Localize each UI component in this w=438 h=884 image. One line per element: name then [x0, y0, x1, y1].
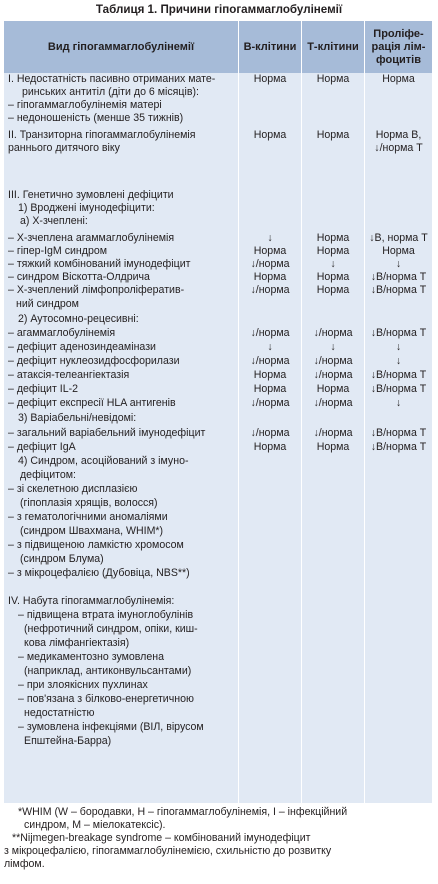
table-row	[4, 511, 432, 524]
table-row	[4, 397, 432, 410]
row-description: – гіпогаммаглобулінемія матері	[8, 99, 162, 111]
table-row	[4, 539, 432, 552]
row-description: 4) Синдром, асоційований з імуно-	[18, 455, 189, 467]
row-b-cells: Норма	[253, 271, 287, 283]
row-proliferation: ↓	[395, 397, 402, 409]
row-b-cells: Норма	[253, 369, 287, 381]
table-row	[4, 412, 432, 425]
row-description: (гіпоплазія хрящів, волосся)	[20, 497, 158, 509]
table-row	[4, 441, 432, 454]
table-row	[4, 595, 432, 608]
row-t-cells: Норма	[316, 271, 350, 283]
row-description: 2) Аутосомно-рецесивні:	[18, 313, 139, 325]
table-row	[4, 313, 432, 326]
row-description: II. Транзиторна гіпогаммаглобулінемія	[8, 129, 196, 141]
row-proliferation: ↓В/норма Т	[370, 327, 427, 339]
table-row	[4, 172, 432, 185]
row-t-cells: ↓/норма	[313, 355, 353, 367]
table-row	[4, 567, 432, 580]
row-description: – дефіцит нуклеозидфосфорилази	[8, 355, 180, 367]
table-row	[4, 469, 432, 482]
row-b-cells: ↓/норма	[250, 397, 290, 409]
table-row	[4, 189, 432, 202]
row-t-cells: Норма	[316, 232, 350, 244]
row-description: (синдром Блума)	[20, 553, 104, 565]
row-b-cells: Норма	[253, 73, 287, 85]
row-t-cells: ↓/норма	[313, 327, 353, 339]
row-description: – при злоякісних пухлинах	[18, 679, 148, 691]
row-b-cells: ↓	[267, 232, 273, 244]
row-description: – дефіцит експресії HLA антигенів	[8, 397, 176, 409]
row-proliferation: Норма В,	[375, 129, 422, 141]
row-b-cells: ↓/норма	[250, 327, 290, 339]
table-row	[4, 369, 432, 382]
row-description: I. Недостатність пасивно отриманих мате-	[8, 73, 216, 85]
row-b-cells: ↓	[267, 341, 273, 353]
row-description: 3) Варіабельні/невідомі:	[18, 412, 137, 424]
row-proliferation: ↓В/норма Т	[370, 271, 427, 283]
table-row	[4, 245, 432, 258]
row-t-cells: Норма	[316, 245, 350, 257]
row-description: – дефіцит IgA	[8, 441, 76, 453]
table-row	[4, 497, 432, 510]
row-description: – медикаментозно зумовлена	[18, 651, 164, 663]
row-proliferation: ↓В/норма Т	[370, 427, 427, 439]
row-proliferation: ↓В/норма Т	[370, 369, 427, 381]
header-t-cells: Т-клітини	[307, 40, 359, 53]
row-t-cells: Норма	[316, 73, 350, 85]
row-proliferation: ↓В, норма Т	[369, 232, 428, 244]
header-proliferation-line-1: Проліфе-	[373, 27, 424, 40]
table-row	[4, 355, 432, 368]
row-description: – недоношеність (менше 35 тижнів)	[8, 112, 184, 124]
header-proliferation-line-2: рація лім-	[371, 40, 426, 53]
table-row	[4, 271, 432, 284]
table-row	[4, 232, 432, 245]
row-b-cells: Норма	[253, 245, 287, 257]
footnote-line: з мікроцефалією, гіпогаммаглобулінемією, схильністю до розвитку	[4, 845, 332, 857]
table-row	[4, 142, 432, 155]
table-row	[4, 202, 432, 215]
causes-table	[4, 21, 432, 803]
table-row	[4, 258, 432, 271]
row-t-cells: Норма	[316, 383, 350, 395]
table-row	[4, 73, 432, 86]
table-row	[4, 581, 432, 594]
row-description: III. Генетично зумовлені дефіцити	[8, 189, 174, 201]
header-proliferation-line-3: фоцитів	[376, 53, 421, 66]
row-description: – підвищена втрата імуноглобулінів	[18, 609, 194, 621]
row-description: – пов'язана з білково-енергетичною	[18, 693, 194, 705]
row-t-cells: ↓/норма	[313, 427, 353, 439]
row-b-cells: Норма	[253, 383, 287, 395]
row-proliferation: ↓В/норма Т	[370, 441, 427, 453]
row-description: – зумовлена інфекціями (ВІЛ, вірусом	[18, 721, 204, 733]
row-t-cells: Норма	[316, 284, 350, 296]
row-description: ринських антитіл (діти до 6 місяців):	[22, 86, 199, 98]
table-row	[4, 86, 432, 99]
row-description: – дефіцит IL-2	[8, 383, 79, 395]
row-description: – з мікроцефалією (Дубовіца, NBS**)	[8, 567, 190, 579]
row-description: Епштейна-Барра)	[24, 735, 112, 747]
row-description: – Х-зчеплена агаммаглобулінемія	[8, 232, 175, 244]
table-row	[4, 99, 432, 112]
footnote-line: **Nijmegen-breakage syndrome – комбінований імунодефіцит	[12, 832, 311, 844]
table-header	[4, 21, 432, 73]
row-proliferation: Норма	[382, 73, 415, 85]
table-row	[4, 455, 432, 468]
table-row	[4, 159, 432, 172]
row-t-cells: ↓/норма	[313, 397, 353, 409]
row-t-cells: Норма	[316, 129, 350, 141]
row-description: – тяжкий комбінований імунодефіцит	[8, 258, 191, 270]
table-row	[4, 483, 432, 496]
row-description: – Х-зчеплений лімфопроліфератив-	[8, 284, 185, 296]
table-row	[4, 112, 432, 125]
table-row	[4, 327, 432, 340]
row-t-cells: ↓/норма	[313, 369, 353, 381]
row-proliferation: Норма	[382, 245, 415, 257]
row-b-cells: ↓/норма	[250, 427, 290, 439]
row-proliferation: ↓	[395, 258, 402, 270]
row-proliferation: ↓	[395, 341, 402, 353]
header-type: Вид гіпогаммаглобулінемії	[47, 40, 195, 53]
table-row	[4, 298, 432, 311]
table-row	[4, 284, 432, 297]
table-row	[4, 215, 432, 228]
table-row	[4, 651, 432, 664]
row-description: – зі скелетною дисплазією	[8, 483, 138, 495]
row-description: – гіпер-IgM синдром	[8, 245, 108, 257]
row-description: 1) Вроджені імунодефіцити:	[18, 202, 155, 214]
row-proliferation: ↓/норма Т	[374, 142, 423, 154]
footnote-line: *WHIM (W – бородавки, H – гіпогаммаглобулінемія, I – інфекційний	[18, 806, 348, 818]
table-row	[4, 693, 432, 706]
table-row	[4, 735, 432, 748]
row-b-cells: Норма	[253, 441, 287, 453]
table-row	[4, 707, 432, 720]
table-row	[4, 623, 432, 636]
table-row	[4, 129, 432, 142]
footnote-line: лімфом.	[4, 858, 45, 870]
table-row	[4, 383, 432, 396]
row-b-cells: ↓/норма	[250, 258, 290, 270]
footnote-line: синдром, M – міелокатексіс).	[24, 819, 166, 831]
row-description: – з підвищеною ламкістю хромосом	[8, 539, 184, 551]
row-t-cells: ↓	[330, 341, 336, 353]
row-description: – загальний варіабельний імунодефіцит	[8, 427, 206, 439]
row-b-cells: Норма	[253, 129, 287, 141]
row-description: кова лімфангіектазія)	[24, 637, 130, 649]
row-t-cells: Норма	[316, 441, 350, 453]
table-row	[4, 637, 432, 650]
row-description: (наприклад, антиконвульсантами)	[24, 665, 192, 677]
table-row	[4, 525, 432, 538]
table-title: Таблиця 1. Причини гіпогаммаглобулінемії	[95, 3, 343, 16]
row-t-cells: ↓	[330, 258, 336, 270]
row-description: – агаммаглобулінемія	[8, 327, 116, 339]
row-description: – синдром Віскотта-Олдрича	[8, 271, 150, 283]
header-proliferation	[365, 21, 432, 73]
row-description: – атаксія-телеангіектазія	[8, 369, 130, 381]
row-description: – дефіцит аденозиндеамінази	[8, 341, 156, 353]
row-description: раннього дитячого віку	[8, 142, 120, 154]
row-proliferation: ↓	[395, 355, 402, 367]
row-description: – з гематологічними аномаліями	[8, 511, 168, 523]
row-proliferation: ↓В/норма Т	[370, 284, 427, 296]
row-description: а) Х-зчеплені:	[20, 215, 88, 227]
row-proliferation: ↓В/норма Т	[370, 383, 427, 395]
header-b-cells: В-клітини	[243, 40, 297, 53]
row-b-cells: ↓/норма	[250, 284, 290, 296]
table-row	[4, 427, 432, 440]
row-description: ний синдром	[16, 298, 79, 310]
row-description: дефіцитом:	[20, 469, 76, 481]
table-row	[4, 721, 432, 734]
row-b-cells: ↓/норма	[250, 355, 290, 367]
row-description: недостатністю	[24, 707, 95, 719]
table-row	[4, 665, 432, 678]
table-row	[4, 609, 432, 622]
table-row	[4, 553, 432, 566]
row-description: (синдром Швахмана, WHIM*)	[20, 525, 164, 537]
table-row	[4, 341, 432, 354]
row-description: (нефротичний синдром, опіки, киш-	[24, 623, 198, 635]
row-description: IV. Набута гіпогаммаглобулінемія:	[8, 595, 175, 607]
table-row	[4, 679, 432, 692]
